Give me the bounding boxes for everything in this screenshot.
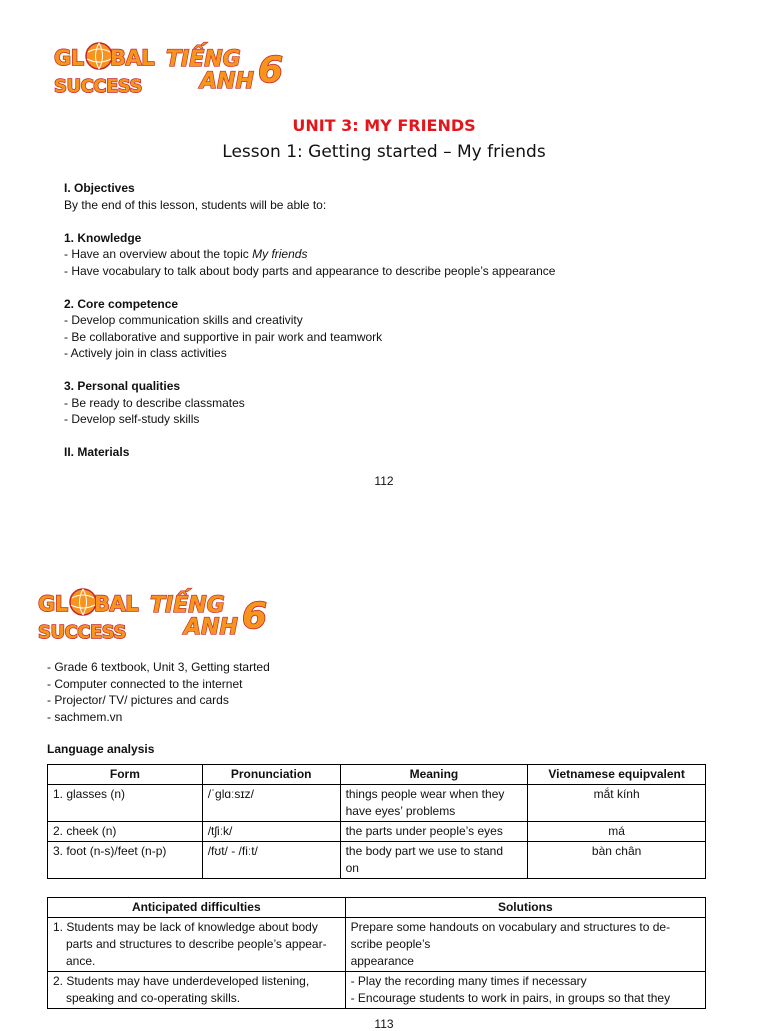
svg-text:SUCCESS: SUCCESS [38,622,126,643]
column-header: Pronunciation [202,765,340,785]
personal-item: - Be ready to describe classmates [64,396,245,410]
svg-text:ANH: ANH [200,69,254,94]
svg-text:SUCCESS: SUCCESS [54,76,142,97]
solution-cell: - Play the recording many times if necessary - Encourage students to work in pairs, in groups so that they [345,972,705,1009]
page-number: 113 [374,1017,394,1031]
meaning-cell: things people wear when they have eyes’ problems [340,785,528,822]
pronunciation-cell: /ˈɡlɑːsɪz/ [202,785,340,822]
table-row [48,785,706,822]
materials-item: - sachmem.vn [47,710,123,724]
vietnamese-cell: má [528,822,706,842]
language-analysis-heading: Language analysis [47,742,155,756]
vietnamese-cell: bàn chân [528,842,706,879]
table-row [48,972,706,1009]
table-header-row [48,898,706,918]
column-header: Vietnamese equipvalent [528,765,706,785]
core-item: - Actively join in class activities [64,346,227,360]
global-success-logo [36,584,139,644]
svg-text:ANH: ANH [184,615,238,640]
lesson-title: Lesson 1: Getting started – My friends [222,142,546,162]
table-row [48,918,706,972]
table-row [48,842,706,879]
objectives-heading: I. Objectives [64,181,135,195]
tieng-anh-6-logo [164,42,294,100]
svg-text:BAL: BAL [94,592,139,616]
materials-item: - Projector/ TV/ pictures and cards [47,693,229,707]
table-header-row [48,765,706,785]
svg-text:GL: GL [38,592,68,616]
svg-text:6: 6 [258,50,284,91]
core-competence-heading: 2. Core competence [64,297,179,311]
materials-heading: II. Materials [64,445,130,459]
knowledge-heading: 1. Knowledge [64,231,142,245]
core-item: - Be collaborative and supportive in pair work and teamwork [64,330,383,344]
svg-text:GL: GL [54,46,84,70]
column-header: Solutions [345,898,705,918]
core-item: - Develop communication skills and creativity [64,313,303,327]
tieng-anh-6-logo [148,588,278,646]
pronunciation-cell: /fʊt/ - /fiːt/ [202,842,340,879]
form-cell: 1. glasses (n) [48,785,203,822]
knowledge-item: - Have vocabulary to talk about body parts and appearance to describe people’s appearance [64,264,556,278]
personal-item: - Develop self-study skills [64,412,200,426]
meaning-cell: the parts under people’s eyes [340,822,528,842]
svg-text:TIẾNG: TIẾNG [166,47,241,72]
form-cell: 2. cheek (n) [48,822,203,842]
difficulty-cell: 1. Students may be lack of knowledge about body parts and structures to describe people’s appear- ance. [48,918,346,972]
column-header: Meaning [340,765,528,785]
meaning-cell: the body part we use to stand on [340,842,528,879]
difficulty-cell: 2. Students may have underdeveloped listening, speaking and co-operating skills. [48,972,346,1009]
unit-title: UNIT 3: MY FRIENDS [292,116,476,135]
objectives-intro: By the end of this lesson, students will be able to: [64,198,327,212]
form-cell: 3. foot (n-s)/feet (n-p) [48,842,203,879]
global-success-logo [52,38,155,98]
topic-name: My friends [252,247,308,261]
difficulties-table [47,897,706,1009]
vietnamese-cell: mắt kính [528,785,706,822]
solution-cell: Prepare some handouts on vocabulary and structures to de- scribe people’s appearance [345,918,705,972]
svg-text:6: 6 [242,596,268,637]
language-analysis-table [47,764,706,879]
page-number: 112 [374,474,394,488]
pronunciation-cell: /tʃiːk/ [202,822,340,842]
materials-item: - Computer connected to the internet [47,677,243,691]
materials-item: - Grade 6 textbook, Unit 3, Getting started [47,660,270,674]
svg-text:TIẾNG: TIẾNG [150,593,225,618]
svg-text:BAL: BAL [110,46,155,70]
column-header: Form [48,765,203,785]
column-header: Anticipated difficulties [48,898,346,918]
personal-qualities-heading: 3. Personal qualities [64,379,181,393]
knowledge-item: - Have an overview about the topic My friends [64,247,308,261]
table-row [48,822,706,842]
